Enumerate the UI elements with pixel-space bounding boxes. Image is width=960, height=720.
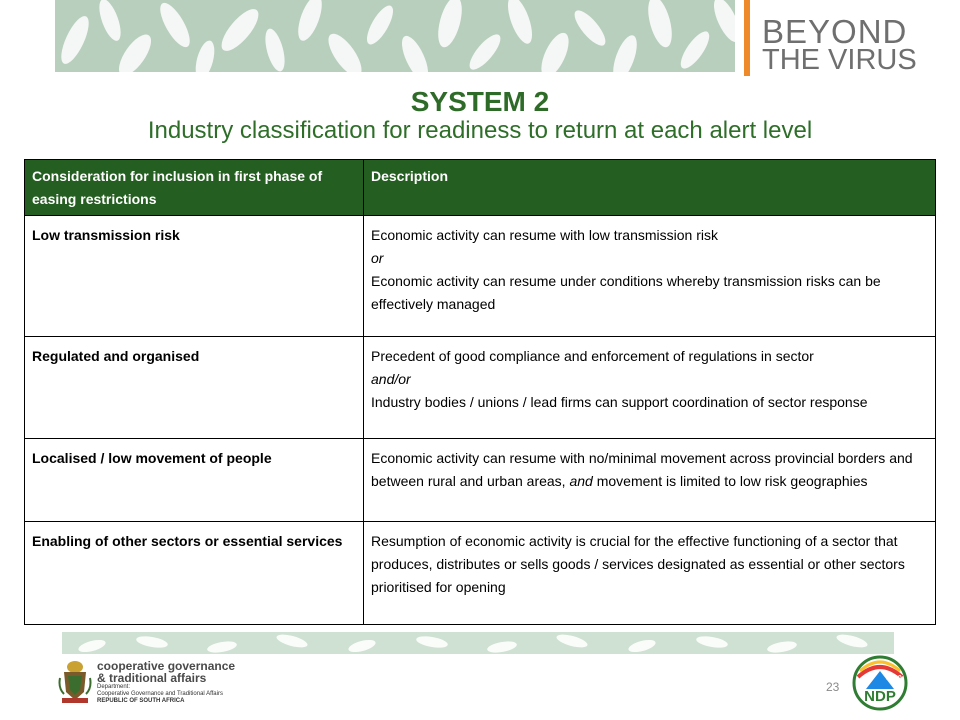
brand-line-2: THE VIRUS — [762, 44, 917, 76]
description-text: Economic activity can resume with low transmission risk — [371, 227, 718, 243]
table-row — [25, 439, 936, 522]
description-text: Precedent of good compliance and enforcement of regulations in sector — [371, 348, 814, 364]
department-full-name: Cooperative Governance and Traditional Affairs — [97, 691, 223, 697]
description-text: Industry bodies / unions / lead firms can support coordination of sector response — [371, 394, 868, 410]
ndp-year: 2030 — [886, 675, 902, 682]
country-name: REPUBLIC OF SOUTH AFRICA — [97, 698, 185, 704]
leaf-pattern-icon — [55, 0, 735, 72]
brand-divider — [744, 0, 750, 76]
coat-of-arms-icon — [58, 658, 92, 711]
beyond-the-virus-logo — [762, 13, 917, 76]
department-logo-text — [97, 660, 235, 705]
brand-line-1: BEYOND — [762, 13, 908, 50]
criterion-cell: Regulated and organised — [25, 337, 364, 439]
page-title: SYSTEM 2 — [410, 86, 550, 117]
column-header-consideration: Consideration for inclusion in first phase of easing restrictions — [25, 160, 364, 216]
department-name-line-1: cooperative governance — [97, 659, 236, 673]
criterion-cell: Enabling of other sectors or essential services — [25, 522, 364, 625]
description-cell — [364, 439, 936, 522]
bottom-pattern-band — [62, 632, 894, 654]
ndp-2030-logo — [852, 655, 908, 716]
table-header-row — [25, 160, 936, 216]
description-text: Economic activity can resume with no/minimal movement across provincial borders and between rural and urban areas, — [371, 450, 913, 489]
description-cell — [364, 216, 936, 337]
classification-table — [24, 159, 936, 625]
page-number: 23 — [826, 680, 840, 694]
conjunction-text: or — [371, 250, 384, 266]
description-text: Resumption of economic activity is crucial for the effective functioning of a sector that produces, distributes or sells goods / services designated as essential or other sectors prioritised for opening — [371, 533, 905, 595]
table-row — [25, 216, 936, 337]
department-name-line-2: & traditional affairs — [97, 671, 207, 685]
table-row — [25, 522, 936, 625]
ndp-text: NDP — [864, 688, 896, 705]
conjunction-text: and — [569, 473, 593, 489]
conjunction-text: and/or — [371, 371, 411, 387]
table-row — [25, 337, 936, 439]
leaf-pattern-banner — [55, 0, 735, 72]
description-cell — [364, 522, 936, 625]
leaf-pattern-icon — [62, 632, 894, 654]
department-label: Department: — [97, 684, 131, 690]
description-text: movement is limited to low risk geographies — [596, 473, 868, 489]
criterion-cell: Low transmission risk — [25, 216, 364, 337]
criterion-cell: Localised / low movement of people — [25, 439, 364, 522]
description-text: Economic activity can resume under conditions whereby transmission risks can be effectively managed — [371, 273, 881, 312]
page-subtitle: Industry classification for readiness to return at each alert level — [147, 117, 813, 144]
column-header-description: Description — [364, 160, 936, 216]
description-cell — [364, 337, 936, 439]
